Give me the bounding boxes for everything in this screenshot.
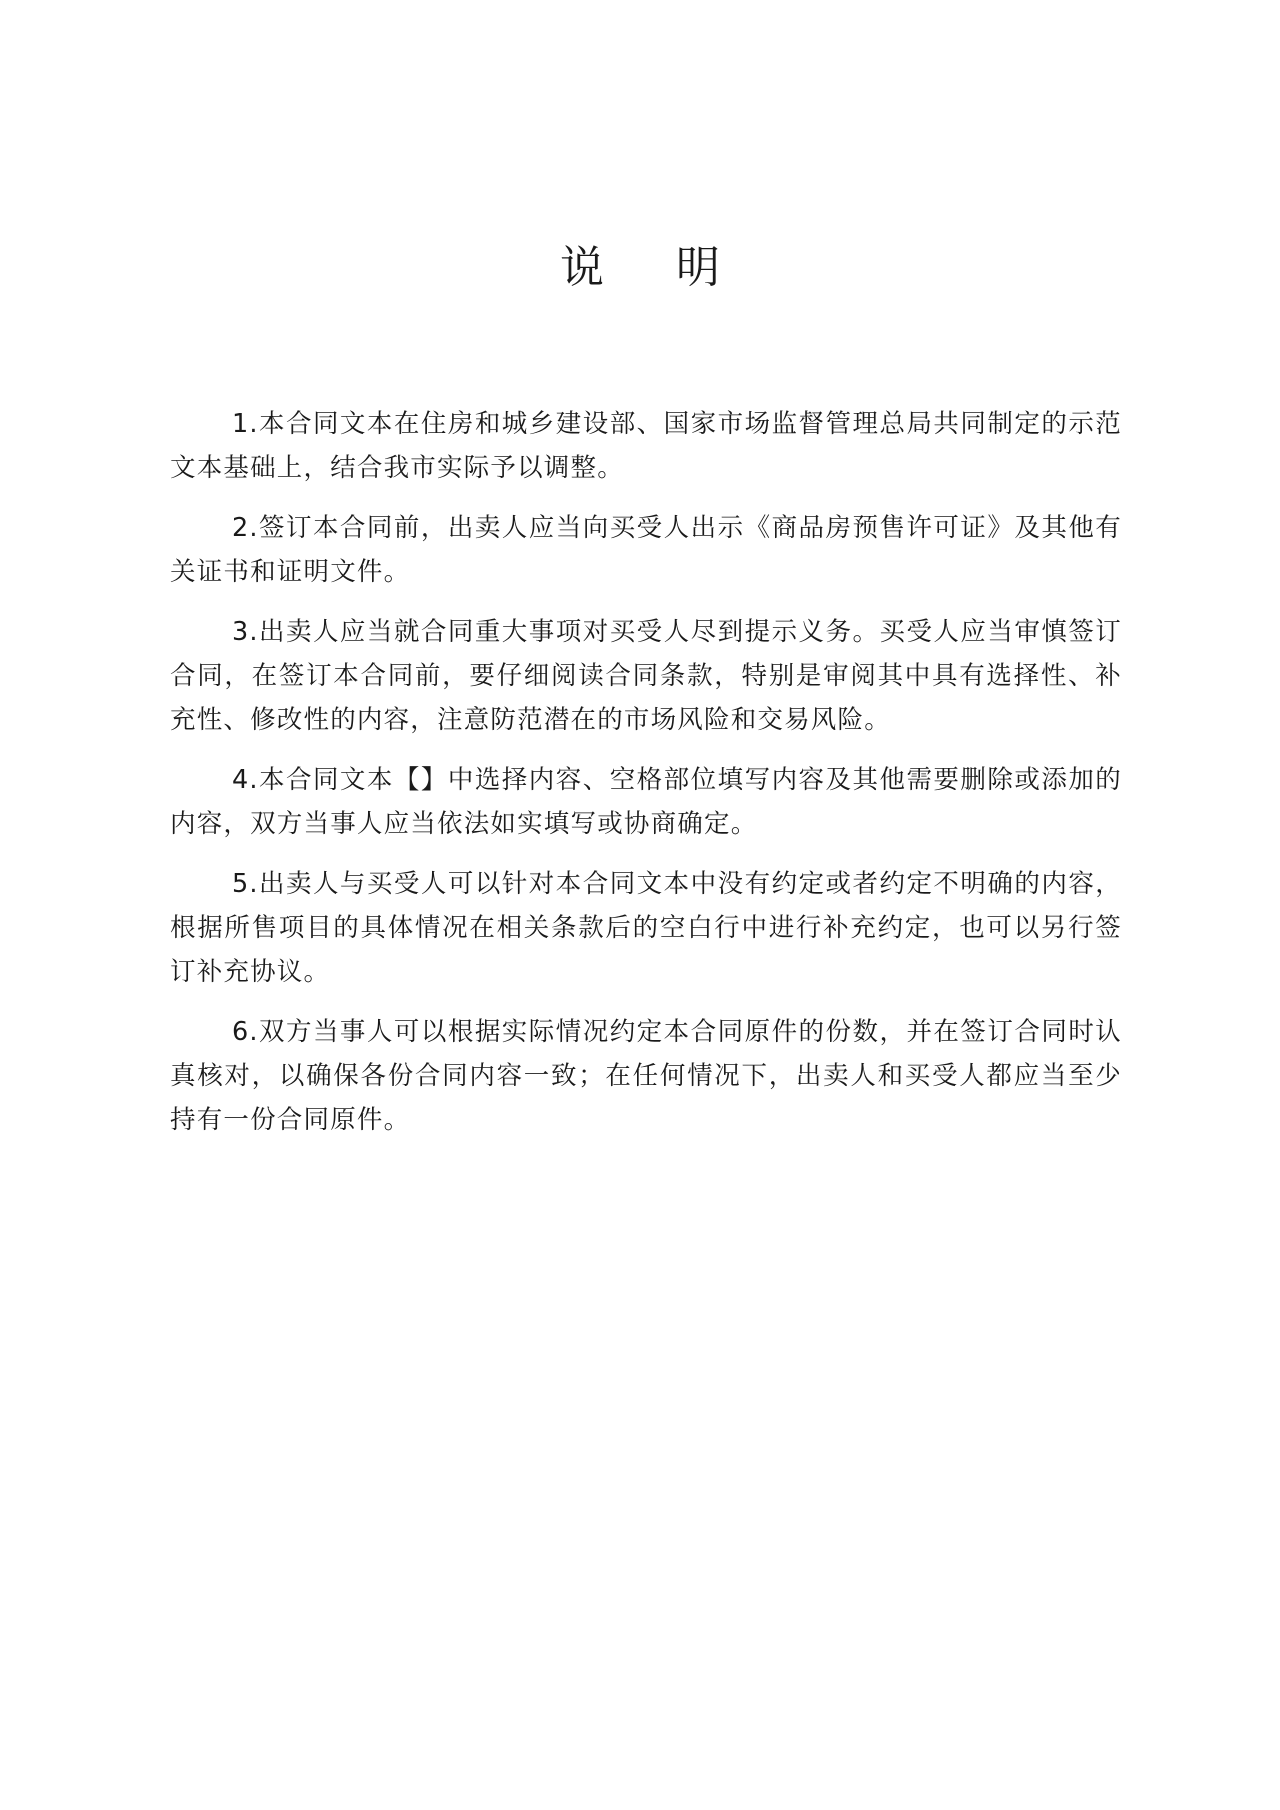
page-title: 说明 (560, 242, 792, 293)
instructions-body (170, 402, 1122, 1158)
instruction-paragraph-2: 2.签订本合同前，出卖人应当向买受人出示《商品房预售许可证》及其他有关证书和证明文件。 (170, 513, 1122, 587)
instruction-paragraph-1: 1.本合同文本在住房和城乡建设部、国家市场监督管理总局共同制定的示范文本基础上，结合我市实际予以调整。 (170, 409, 1122, 483)
instruction-paragraph-5: 5.出卖人与买受人可以针对本合同文本中没有约定或者约定不明确的内容，根据所售项目的具体情况在相关条款后的空白行中进行补充约定，也可以另行签订补充协议。 (170, 869, 1122, 987)
instruction-paragraph-4: 4.本合同文本【】中选择内容、空格部位填写内容及其他需要删除或添加的内容，双方当事人应当依法如实填写或协商确定。 (170, 765, 1122, 839)
instruction-paragraph-6: 6.双方当事人可以根据实际情况约定本合同原件的份数，并在签订合同时认真核对，以确保各份合同内容一致；在任何情况下，出卖人和买受人都应当至少持有一份合同原件。 (170, 1017, 1122, 1135)
instruction-paragraph-3: 3.出卖人应当就合同重大事项对买受人尽到提示义务。买受人应当审慎签订合同，在签订本合同前，要仔细阅读合同条款，特别是审阅其中具有选择性、补充性、修改性的内容，注意防范潜在的市场风险和交易风险。 (170, 617, 1122, 735)
